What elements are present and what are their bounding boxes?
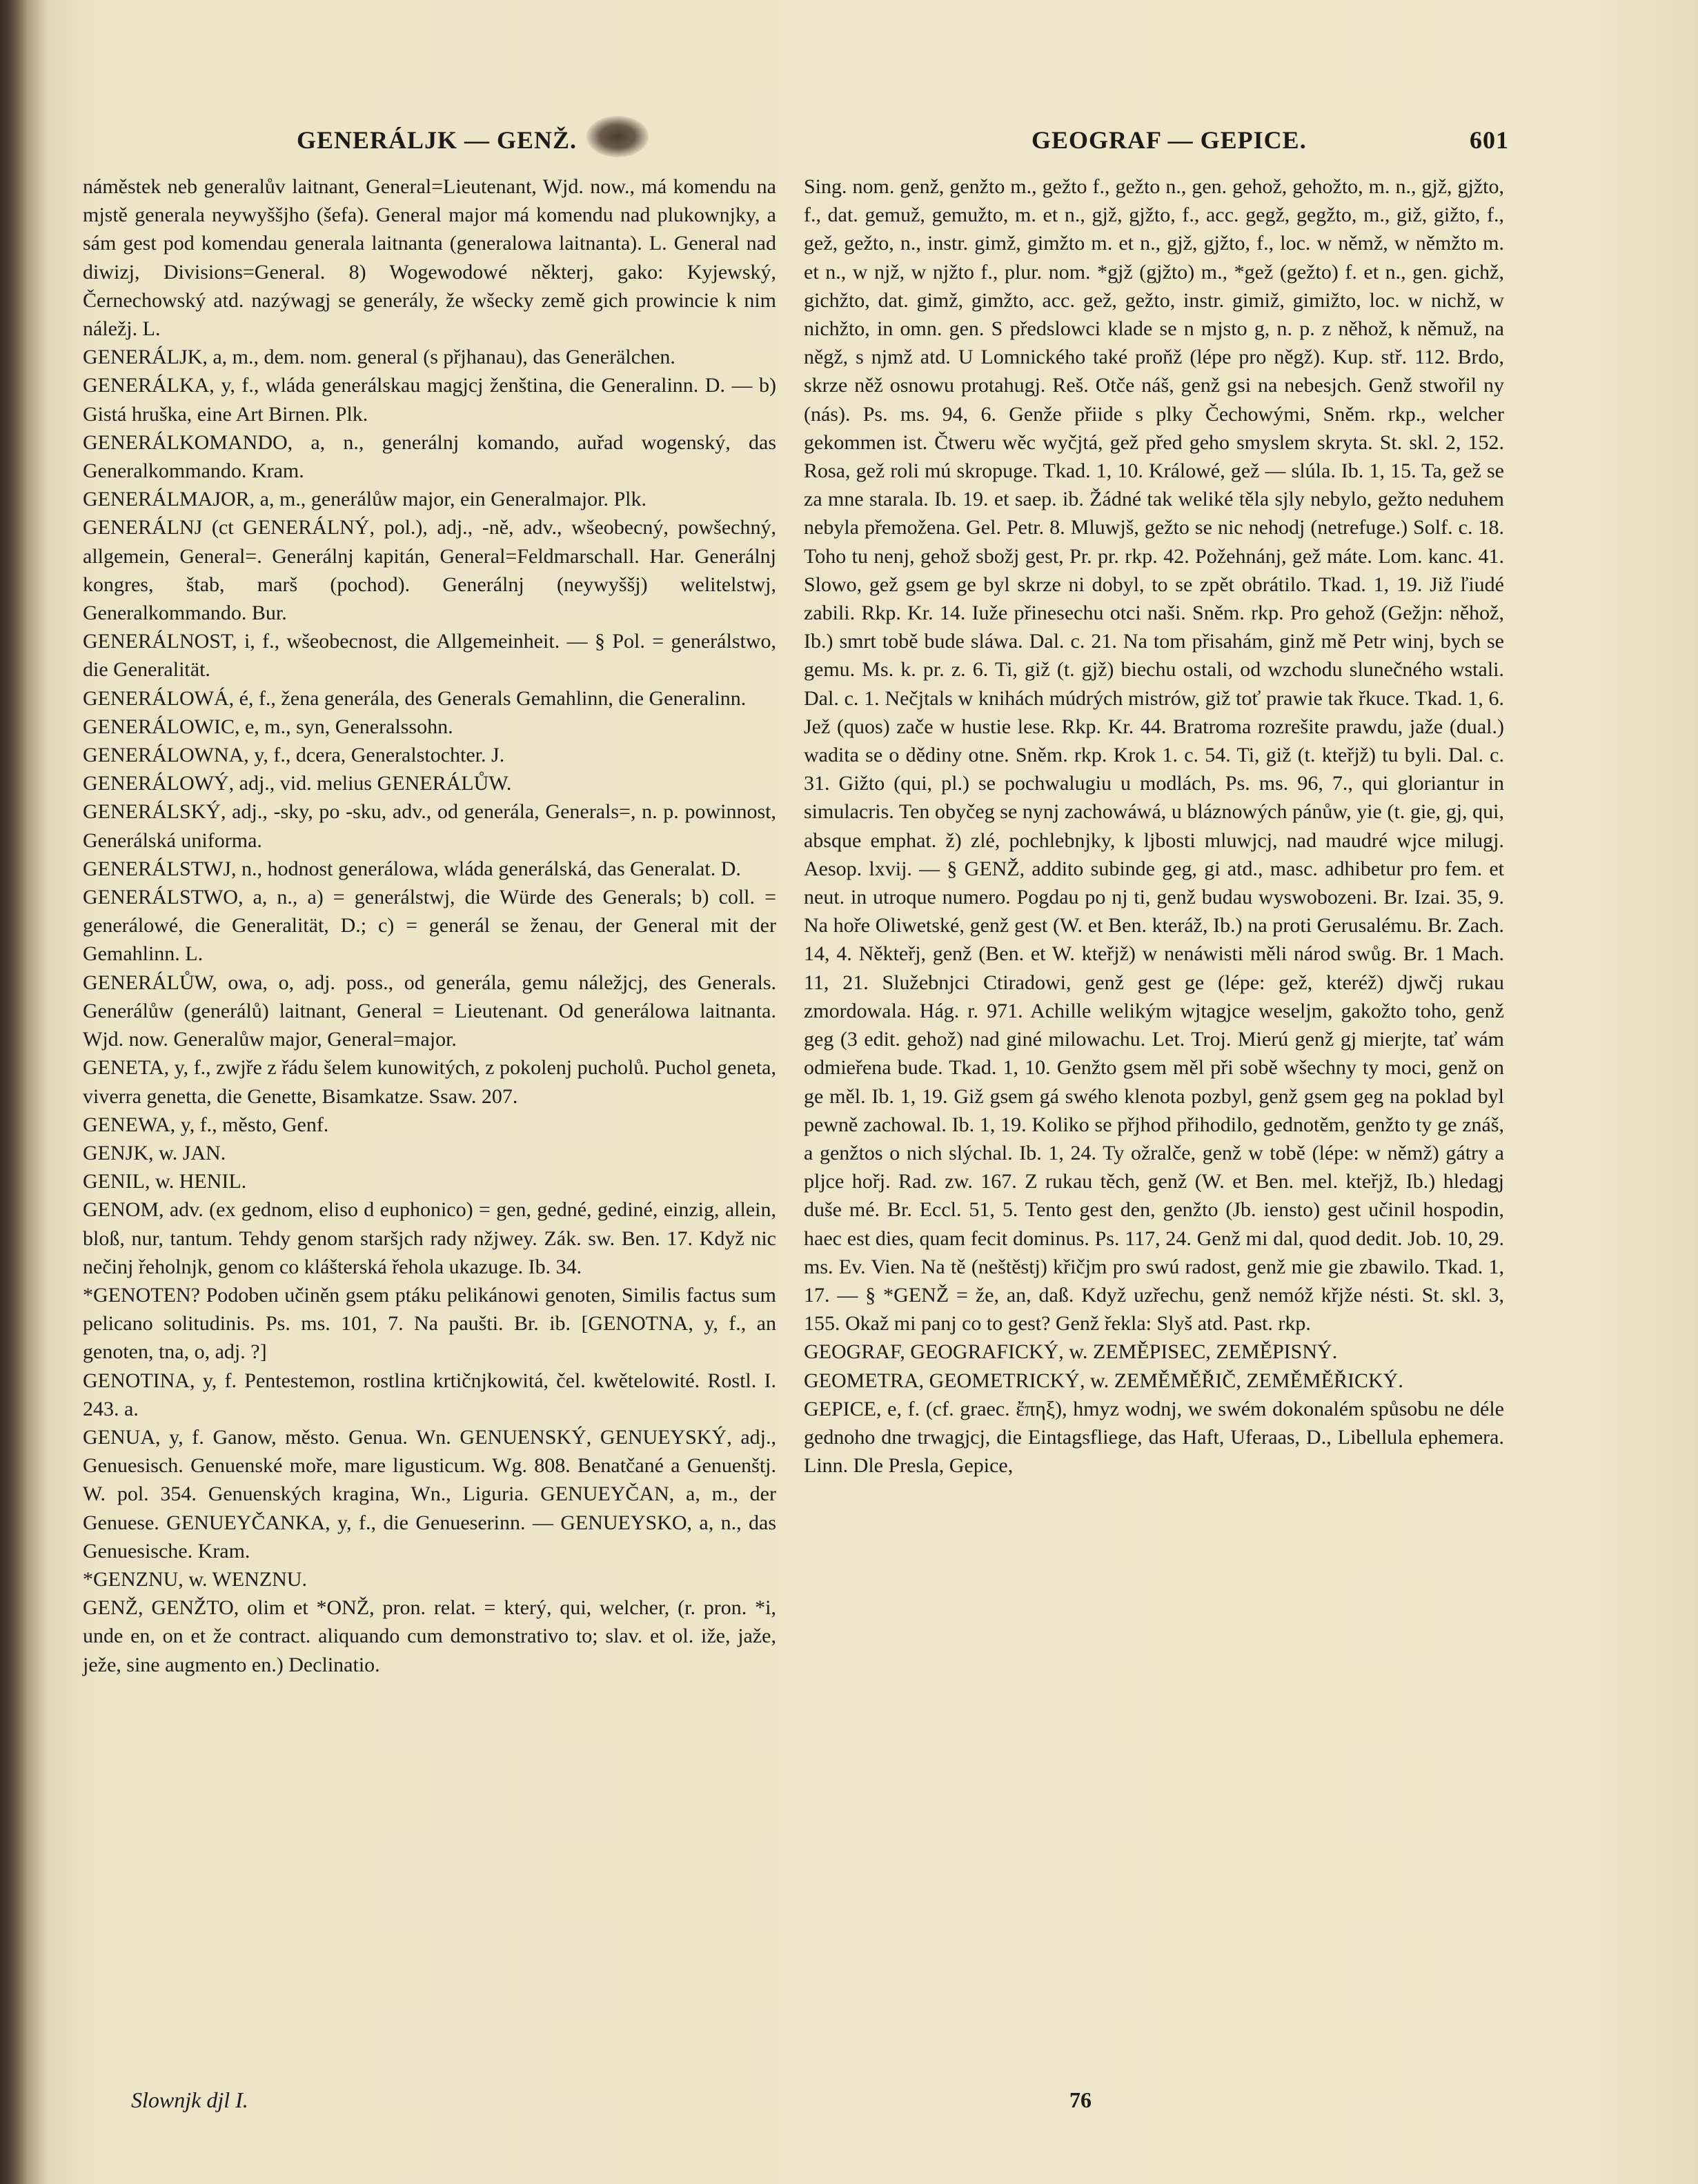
- entry-geometra: GEOMETRA, GEOMETRICKÝ, w. ZEMĚMĚŘIČ, ZEMĚMĚŘICKÝ.: [804, 1369, 1403, 1392]
- entry-generalmajor: GENERÁLMAJOR, a, m., generálůw major, ein Generalmajor. Plk.: [83, 488, 646, 511]
- entry-geograf: GEOGRAF, GEOGRAFICKÝ, w. ZEMĚPISEC, ZEMĚPISNÝ.: [804, 1340, 1338, 1364]
- ink-smudge: [586, 116, 649, 157]
- right-column: [804, 172, 1504, 1480]
- entry-genoten: *GENOTEN? Podoben učiněn gsem ptáku pelikánowi genoten, Similis factus sum pelicano solitudinis. Ps. ms. 101, 7. Na paušti. Br. ib. [GENOTNA, y, f., an genoten, tna, o, adj. ?]: [83, 1283, 776, 1364]
- entry-text: náměstek neb generalův laitnant, General=Lieutenant, Wjd. now., má komendu na mjstě generala neywyššjho (šefa). General major má komendu nad plukownjky, a sám gest pod komendau generala laitnanta (generalowa laitnanta). L. General nad diwizj, Divisions=General. 8) Wogewodowé některj, gako: Kyjewský, Černechowský atd. nazýwagj se generály, že wšecky země gich prowincie k nim náležj. L.: [83, 175, 776, 341]
- entry-generaljk: GENERÁLJK, a, m., dem. nom. general (s přjhanau), das Generälchen.: [83, 346, 675, 369]
- left-column: [83, 172, 776, 1679]
- page-number: 601: [1470, 126, 1509, 154]
- binding-shadow: [0, 0, 28, 2184]
- entry-generalowna: GENERÁLOWNA, y, f., dcera, Generalstochter. J.: [83, 744, 505, 767]
- entry-genil: GENIL, w. HENIL.: [83, 1170, 247, 1193]
- entry-generalnost: GENERÁLNOST, i, f., wšeobecnost, die Allgemeinheit. — § Pol. = generálstwo, die Generalität.: [83, 630, 776, 682]
- entry-generalkomando: GENERÁLKOMANDO, a, n., generálnj komando, auřad wogenský, das Generalkommando. Kram.: [83, 430, 776, 483]
- entry-generalowic: GENERÁLOWIC, e, m., syn, Generalssohn.: [83, 715, 453, 738]
- entry-generalowa: GENERÁLOWÁ, é, f., žena generála, des Generals Gemahlinn, die Generalinn.: [83, 686, 747, 710]
- signature-number: 76: [1069, 2087, 1092, 2112]
- entry-generalka: GENERÁLKA, y, f., wláda generálskau magjcj ženština, die Generalinn. D. — b) Gistá hruška, eine Art Birnen. Plk.: [83, 374, 776, 426]
- entry-generalstwj: GENERÁLSTWJ, n., hodnost generálowa, wláda generálská, das Generalat. D.: [83, 857, 741, 880]
- entry-generalowy: GENERÁLOWÝ, adj., vid. melius GENERÁLŮW.: [83, 772, 512, 795]
- entry-genotina: GENOTINA, y, f. Pentestemon, rostlina krtičnjkowitá, čel. kwětelowité. Rostl. I. 243. a.: [83, 1369, 776, 1420]
- entry-genz-continued: Sing. nom. genž, genžto m., gežto f., gežto n., gen. gehož, gehožto, m. n., gjž, gjžto, f., dat. gemuž, gemužto, m. et n., gjž, gjžto, f., acc. gegž, gegžto, m., giž, gižto, f., gež, gežto, n., instr. gimž, gimžto m. et n., gjž, gjžto, f., loc. w němž, w němžto m. et n., w njž, w njžto f., plur. nom. *gjž (gjžto) m., *gež (gežto) f. et n., gen. gichž, gichžto, dat. gimž, gimžto, acc. gež, gežto, instr. gimiž, gimižto, loc. w nichž, w nichžto, in omn. gen. S předslowci klade se n mjsto g, n. p. z něhož, k němuž, na něgž, s njmž atd. U Lomnického také proňž (lépe pro něgž). Kup. stř. 112. Brdo, skrze něž osnowu protahugj. Reš. Otče náš, genž gsi na nebesjch. Genž stwořil ny (nás). Ps. ms. 94, 6. Genže přiide s plky Čechowými, Sněm. rkp., welcher gekommen ist. Čtweru wěc wyčjtá, gež před geho smyslem skryta. St. skl. 2, 152. Rosa, gež roli mú skropuge. Tkad. 1, 10. Králowé, gež — slúla. Ib. 1, 15. Ta, gež se za mne starala. Ib. 19. et saep. ib. Žádné tak weliké těla sjly nebylo, gežto neduhem nebyla přemožena. Gel. Petr. 8. Mluwjš, gežto se nic nehodj (netrefuge.) Solf. c. 18. Toho tu nenj, gehož sbožj gest, Pr. pr. rkp. 42. Požehnánj, gež máte. Lom. kanc. 41. Slowo, gež gsem ge byl skrze ni dobyl, to se zpět obrátilo. Tkad. 1, 19. Již ľiudé zabili. Rkp. Kr. 14. Iuže přinesechu otci naši. Sněm. rkp. Pro gehož (Gežjn: něhož, Ib.) smrt tobě bude sláwa. Dal. c. 21. Na tom přisahám, ginž mě Petr winj, bych se gemu. Ms. k. pr. z. 6. Ti, giž (t. gjž) biechu ostali, od wzchodu slunečného wstali. Dal. c. 1. Nečjtals w knihách múdrých mistrów, giž toť prawie tak řkuce. Tkad. 1, 6. Jež (quos) zače w hustie lese. Rkp. Kr. 44. Bratroma rozrešite prawdu, jaže (dual.) wadita se o dědiny otne. Sněm. rkp. Krok 1. c. 54. Ti, giž (t. kteřjž) tu byli. Dal. c. 31. Gižto (qui, pl.) se pochwalugiu u modlách, Ps. ms. 96, 7., qui gloriantur in simulacris. Ten obyčeg se nynj zachowáwá, u bláznowých pánůw, yie (t. gie, gj, qui, absque emphat. ž) zlé, pochlebnjky, k ljbosti mluwjcj, nad maudré wjce milugj. Aesop. lxvij. — § GENŽ, addito subinde geg, gi atd., masc. adhibetur pro fem. et neut. in utroque numero. Pogdau po nj ti, genž budau wyswobozeni. Br. Izai. 35, 9. Na hoře Oliwetské, genž gest (W. et Ben. kteráž, Ib.) na proti Gerusalému. Br. Zach. 14, 4. Někteřj, genž (Ben. et W. kteřjž) w nenáwisti měli národ swůg. Br. 1 Mach. 11, 21. Služebnjci Ctiradowi, genž gest ge (lépe: gež, kteréž) djwčj rukau zmordowala. Hág. r. 971. Achille welikým wjtagjce weseljm, gakožto toho, genž geg (3 edit. gehož) nad giné milowachu. Let. Troj. Mierú genž gj mierjte, tať wám odmieřena bude. Tkad. 1, 10. Genžto gsem měl při sobě wšechny ty moci, genž on ge měl. Ib. 1, 19. Giž gsem gá swého klenota pozbyl, genž gsem geg na poklad byl pewně zachowal. Ib. 1, 19. Koliko se přjhod přihodilo, gednotěm, genžto ty ge znáš, a genžtos o nich slýchal. Ib. 1, 24. Ty ožralče, genž w tobě (lépe: w němž) gátry a pljce hořj. Rad. zw. 167. Z rukau těch, genž (W. et Ben. mel. kteřjž, Ib.) hledagj duše mé. Br. Eccl. 51, 5. Tento gest den, genžto (Jb. iensto) gest učinil hospodin, haec est dies, quam fecit dominus. Ps. 117, 24. Genž mi dal, quod dedit. Job. 10, 29. ms. Ev. Vien. Na tě (neštěstj) křičjm pro swú radost, genž mie gie zbawilo. Tkad. 1, 17. — § *GENŽ = že, an, daß. Když uzřechu, genž nemóž křjže nésti. St. skl. 3, 155. Okaž mi panj co to gest? Genž řekla: Slyš atd. Past. rkp.: [804, 175, 1504, 1336]
- entry-gepice: GEPICE, e, f. (cf. graec. ἔπηξ), hmyz wodnj, we swém dokonalém spůsobu ne déle gednoho dne trwagjcj, die Eintagsfliege, das Haft, Uferaas, D., Libellula ephemera. Linn. Dle Presla, Gepice,: [804, 1397, 1504, 1478]
- entry-genjk: GENJK, w. JAN.: [83, 1141, 226, 1164]
- entry-generalnj: GENERÁLNJ (ct GENERÁLNÝ, pol.), adj., -ně, adv., wšeobecný, powšechný, allgemein, General=. Generálnj kapitán, General=Feldmarschall. Har. Generálnj kongres, štab, marš (pochod). Generálnj (neywyššj) welitelstwj, Generalkommando. Bur.: [83, 516, 776, 625]
- entry-genewa: GENEWA, y, f., město, Genf.: [83, 1113, 329, 1136]
- signature-mark: Slownjk djl I.: [131, 2087, 248, 2112]
- entry-genz: GENŽ, GENŽTO, olim et *ONŽ, pron. relat. = který, qui, welcher, (r. pron. *i, unde en, on et že contract. aliquando cum demonstrativo to; slav. et ol. iže, jaže, ježe, sine augmento en.) Declinatio.: [83, 1596, 776, 1676]
- running-head-left: GENERÁLJK — GENŽ.: [297, 126, 577, 154]
- entry-genznu: *GENZNU, w. WENZNU.: [83, 1567, 307, 1591]
- entry-geneta: GENETA, y, f., zwjře z řádu šelem kunowitých, z pokolenj pucholů. Puchol geneta, viverra genetta, die Genette, Bisamkatze. Ssaw. 207.: [83, 1056, 776, 1108]
- entry-generalstwo: GENERÁLSTWO, a, n., a) = generálstwj, die Würde des Generals; b) coll. = generálowé, die Generalität, D.; c) = generál se ženau, der General mit der Gemahlinn. L.: [83, 886, 776, 966]
- entry-generalsky: GENERÁLSKÝ, adj., -sky, po -sku, adv., od generála, Generals=, n. p. powinnost, Generálská uniforma.: [83, 800, 776, 852]
- running-head-right: GEOGRAF — GEPICE.: [1031, 126, 1307, 154]
- entry-genua: GENUA, y, f. Ganow, město. Genua. Wn. GENUENSKÝ, GENUEYSKÝ, adj., Genuesisch. Genuenské moře, mare ligusticum. Wg. 808. Benatčané a Genuenštj. W. pol. 354. Genuenských kragina, Wn., Liguria. GENUEYČAN, a, m., der Genuese. GENUEYČANKA, y, f., die Genueserinn. — GENUEYSKO, a, n., das Genuesische. Kram.: [83, 1425, 776, 1562]
- entry-genom: GENOM, adv. (ex gednom, eliso d euphonico) = gen, gedné, gediné, einzig, allein, bloß, nur, tantum. Tehdy genom staršjch rady nžjwey. Zák. sw. Ben. 17. Když nic nečinj řeholnjk, genom co klášterská řehola ukazuge. Ib. 34.: [83, 1198, 776, 1278]
- entry-generaluw: GENERÁLŮW, owa, o, adj. poss., od generála, gemu náležjcj, des Generals. Generálůw (generálů) laitnant, General = Lieutenant. Od generálowa laitnanta. Wjd. now. Generalůw major, General=major.: [83, 971, 776, 1051]
